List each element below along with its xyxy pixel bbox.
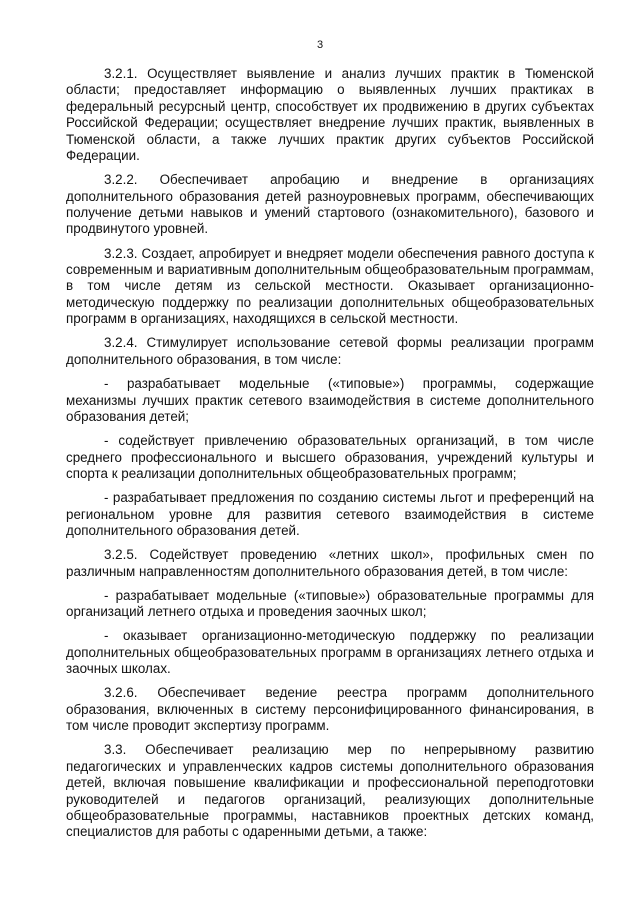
list-item-3-2-5-a: - разрабатывает модельные («типовые») образовательные программы для организаций летнего отдыха и проведения заочных школ; (66, 587, 594, 620)
list-item-3-2-4-b: - содействует привлечению образовательных организаций, в том числе среднего профессионального и высшего образования, учреждений культуры и спорта к реализации дополнительных общеобразовательных программ; (66, 433, 594, 481)
paragraph-3-2-1: 3.2.1. Осуществляет выявление и анализ лучших практик в Тюменской области; предоставляет информацию о выявленных лучших практиках в федеральный ресурсный центр, способствует их продвижению в других субъектах Российской Федерации; осуществляет внедрение лучших практик, выявленных в Тюменской области, а также лучших практик других субъектов Российской Федерации. (66, 66, 594, 164)
paragraph-3-2-2: 3.2.2. Обеспечивает апробацию и внедрение в организациях дополнительного образования детей разноуровневых программ, обеспечивающих получение детьми навыков и умений стартового (ознакомительного), базового и продвинутого уровней. (66, 172, 594, 237)
paragraph-3-2-6: 3.2.6. Обеспечивает ведение реестра программ дополнительного образования, включенных в систему персонифицированного финансирования, в том числе проводит экспертизу программ. (66, 685, 594, 734)
paragraph-3-2-3: 3.2.3. Создает, апробирует и внедряет модели обеспечения равного доступа к современным и вариативным дополнительным общеобразовательным программам, в том числе детям из сельской местности. Оказывает организационно-методическую поддержку по реализации дополнительных общеобразовательных программ в организациях, находящихся в сельской местности. (66, 245, 595, 327)
paragraph-3-3: 3.3. Обеспечивает реализацию мер по непрерывному развитию педагогических и управленческих кадров системы дополнительного образования детей, включая повышение квалификации и профессиональной переподготовки руководителей и педагогов организаций, реализующих дополнительные общеобразовательные программы, наставников проектных детских команд, специалистов для работы с одаренными детьми, а также: (66, 742, 594, 840)
page-number: 3 (316, 39, 324, 51)
paragraph-3-2-4: 3.2.4. Стимулирует использование сетевой формы реализации программ дополнительного образования, в том числе: (66, 335, 594, 367)
document-body (66, 66, 594, 849)
list-item-3-2-4-c: - разрабатывает предложения по созданию системы льгот и преференций на региональном уровне для развития сетевого взаимодействия в системе дополнительного образования детей. (66, 490, 594, 538)
list-item-3-2-5-b: - оказывает организационно-методическую поддержку по реализации дополнительных общеобразовательных программ в организациях летнего отдыха и заочных школах. (66, 628, 594, 677)
list-item-3-2-4-a: - разрабатывает модельные («типовые») программы, содержащие механизмы лучших практик сетевого взаимодействия в системе дополнительного образования детей; (66, 376, 594, 424)
paragraph-3-2-5: 3.2.5. Содействует проведению «летних школ», профильных смен по различным направленностям дополнительного образования детей, в том числе: (66, 547, 594, 579)
